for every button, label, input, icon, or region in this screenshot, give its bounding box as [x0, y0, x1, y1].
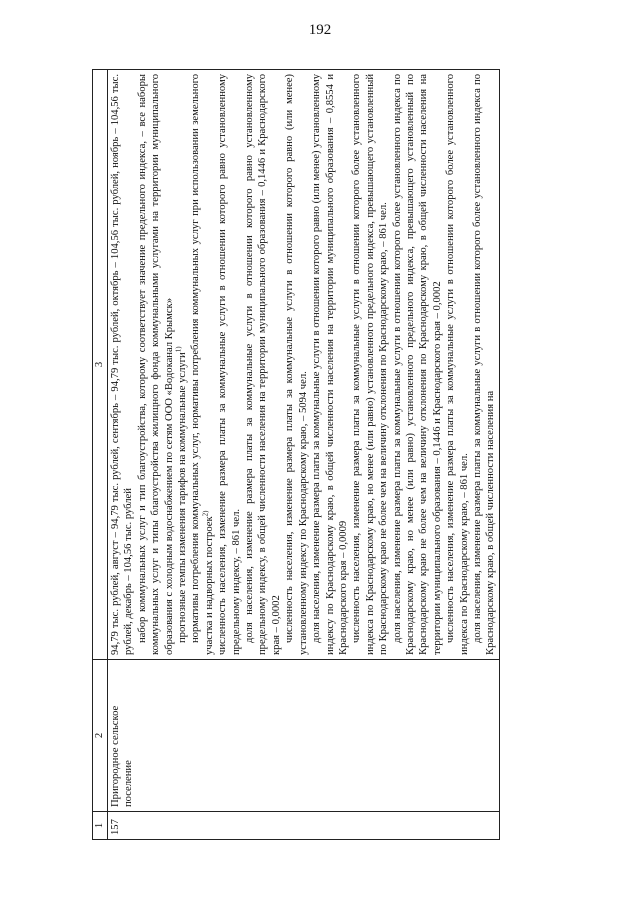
footnote-mark-2: 2): [201, 510, 210, 517]
table-header-row: [93, 70, 108, 840]
page-number: 192: [308, 22, 332, 38]
paragraph-share-between: доля населения, изменение размера платы за коммунальные услуги в отношении которого более установленного индекса по Краснодарскому краю, но менее (или равно) установленного предельного индекса, превышающего установленный по Краснодарскому краю не более чем на величину отклонения по Краснодарскому краю, в общей численности населения на территории муниципального образования – 0,1446 и Краснодарского края – 0,0002: [391, 74, 443, 655]
paragraph-population-equal: численность населения, изменение размера платы за коммунальные услуги в отношении которого равно установленному предельному индексу, – 861 чел.: [217, 74, 242, 655]
header-cell-1: 1: [93, 812, 108, 840]
paragraph-tariff-rates-text: прогнозные темпы изменения тарифов на коммунальные услуги: [177, 352, 189, 643]
description-cell: [108, 70, 500, 660]
paragraph-population-le-region: численность населения, изменение размера платы за коммунальные услуги в отношении которого равно (или менее) установленному индексу по Краснодарскому краю, – 5094 чел.: [284, 74, 309, 655]
paragraph-service-set: набор коммунальных услуг и тип благоустройства, которому соответствует значение предельного индекса, – все наборы коммунальных услуг и типы благоустройства жилищного фонда коммунальными услугами на территории муниципального образования с холодным водоснабжением по сетям ООО «Водоканал Крымск»: [136, 74, 175, 655]
footnote-mark-1: 1): [174, 346, 183, 353]
table-row: [108, 70, 500, 840]
rotated-table-page: [92, 70, 582, 840]
paragraph-tariff-values: 94,79 тыс. рублей, август – 94,79 тыс. рублей, сентябрь – 94,79 тыс. рублей, октябрь – 104,56 тыс. рублей, ноябрь – 104,56 тыс. рублей, декабрь – 104,56 тыс. рублей: [110, 74, 135, 655]
paragraph-consumption-norms-text: нормативы потребления коммунальных услуг, нормативы потребления коммунальных услуг при использовании земельного участка и надворных построек: [190, 74, 215, 655]
paragraph-population-between: численность населения, изменение размера платы за коммунальные услуги в отношении которого более установленного индекса по Краснодарскому краю, но менее (или равно) установленного предельного индекса, превышающего установленный по Краснодарскому краю не более чем на величину отклонения по Краснодарскому краю, – 861 чел.: [351, 74, 390, 655]
paragraph-share-le-region: доля населения, изменение размера платы за коммунальные услуги в отношении которого равно (или менее) установленному индексу по Краснодарскому краю, в общей численности населения на территории муниципального образования – 0,8554 и Краснодарского края – 0,0009: [311, 74, 349, 655]
settlement-name: Пригородное сельское поселение: [108, 660, 500, 812]
settlement-table: [92, 69, 500, 840]
header-cell-3: 3: [93, 70, 108, 660]
header-cell-2: 2: [93, 660, 108, 812]
row-number: 157: [108, 812, 500, 840]
paragraph-tariff-rates: [176, 74, 189, 655]
paragraph-population-above: численность населения, изменение размера платы за коммунальные услуги в отношении которого более установленного индекса по Краснодарскому краю, – 861 чел.: [445, 74, 470, 655]
paragraph-share-equal: доля населения, изменение размера платы за коммунальные услуги в отношении которого равно установленному предельному индексу, в общей численности населения на территории муниципального образования – 0,1446 и Краснодарского края – 0,0002: [244, 74, 282, 655]
paragraph-share-above: доля населения, изменение размера платы за коммунальные услуги в отношении которого более установленного индекса по Краснодарскому краю, в общей численности населения на: [471, 74, 497, 655]
paragraph-consumption-norms: [189, 74, 216, 655]
